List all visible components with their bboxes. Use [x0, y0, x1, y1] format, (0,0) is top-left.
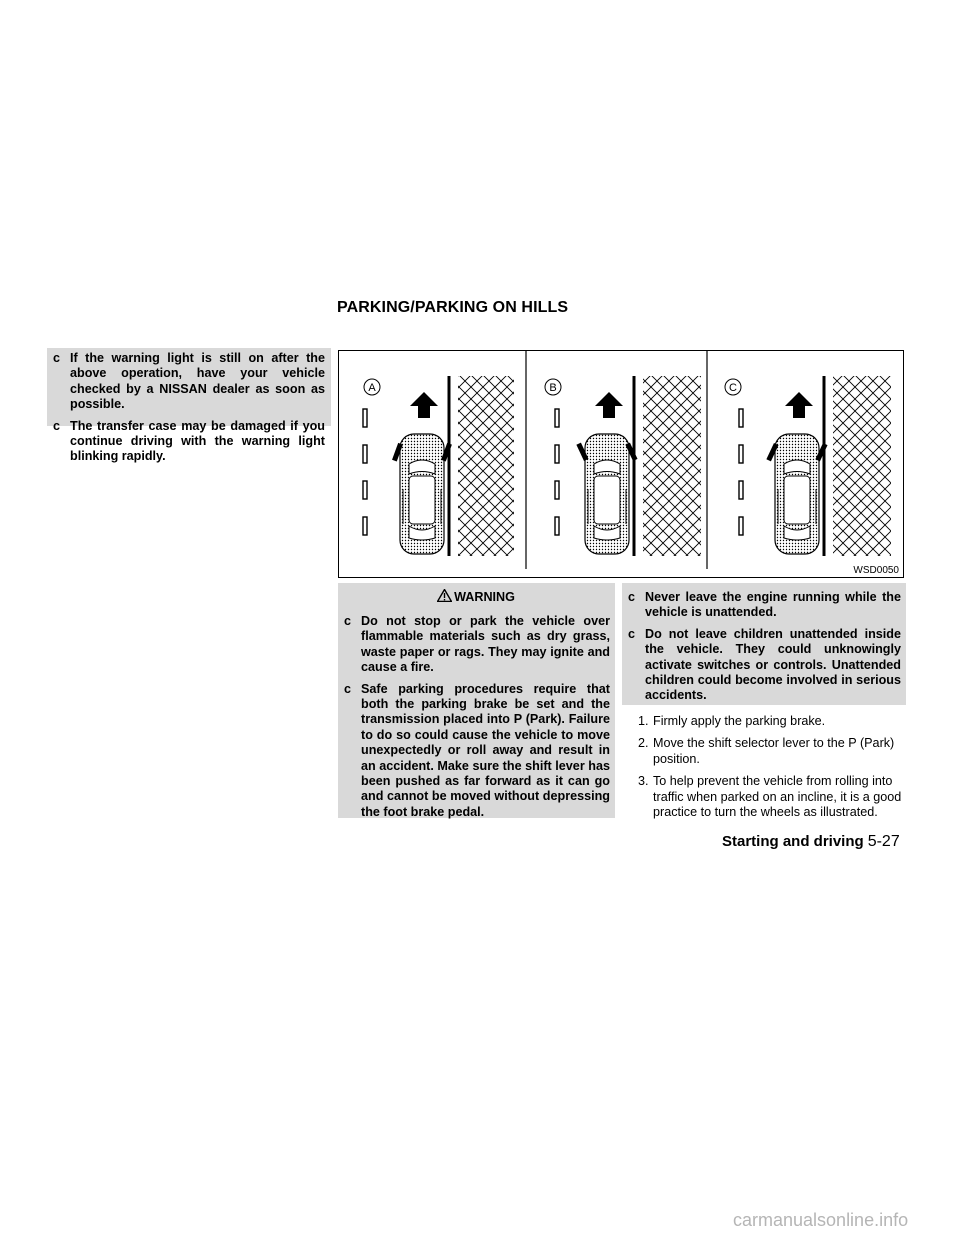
- bullet-mark: c: [628, 626, 636, 641]
- car-icon: [585, 434, 629, 554]
- curb-hatch: [458, 376, 514, 556]
- panel-a: [363, 376, 514, 556]
- step-item: 1. Firmly apply the parking brake.: [638, 714, 826, 728]
- steps-list: [622, 714, 904, 827]
- watermark: carmanualsonline.info: [733, 1210, 909, 1230]
- warning-box-col2: [622, 583, 906, 705]
- bullet-mark: c: [53, 418, 61, 433]
- panel-label-c: C: [729, 382, 737, 394]
- panel-c: [725, 376, 891, 556]
- step-item: 3. To help prevent the vehicle from rolling into traffic when parked on an incline, it is a good practice to turn the wheels as illustrated.: [638, 774, 902, 820]
- parking-figure: [338, 350, 904, 578]
- curb-hatch: [833, 376, 891, 556]
- bullet-mark: c: [344, 681, 352, 696]
- warning-box-col1: [338, 583, 615, 818]
- parking-illustration: [339, 351, 902, 576]
- list-item: c Safe parking procedures require that both the parking brake be set and the transmission placed into P (Park). Failure to do so could cause the vehicle to move unexpectedly or roll away and result in an accident. Make sure the shift lever has been pushed as far forward as it can go and cannot be moved without depressing the foot brake pedal.: [344, 681, 610, 819]
- panel-b: [545, 376, 701, 556]
- forward-arrow-icon: [410, 392, 438, 418]
- car-icon: [400, 434, 444, 554]
- list-item: c Do not stop or park the vehicle over flammable materials such as dry grass, waste paper or rags. They may ignite and cause a fire.: [344, 614, 610, 675]
- car-icon: [775, 434, 819, 554]
- forward-arrow-icon: [785, 392, 813, 418]
- panel-label-b: B: [549, 382, 557, 394]
- page-footer: [722, 833, 900, 851]
- forward-arrow-icon: [595, 392, 623, 418]
- chapter-title: Starting and driving: [722, 833, 864, 850]
- list-item: c Never leave the engine running while the vehicle is unattended.: [628, 590, 901, 620]
- list-item: c Do not leave children unattended inside the vehicle. They could unknowingly activate switches or controls. Unattended children could become involved in serious accidents.: [628, 626, 901, 703]
- bullet-mark: c: [344, 614, 352, 628]
- page-number: 5-27: [867, 833, 900, 850]
- bullet-mark: c: [628, 590, 636, 604]
- step-item: 2. Move the shift selector lever to the P (Park) position.: [638, 736, 895, 766]
- bullet-mark: c: [53, 351, 61, 365]
- list-item: c If the warning light is still on after the above operation, have your vehicle checked by a NISSAN dealer as soon as possible.: [53, 351, 325, 412]
- list-item: c The transfer case may be damaged if you continue driving with the warning light blinking rapidly.: [53, 418, 325, 464]
- panel-label-a: A: [368, 382, 376, 394]
- left-warning-box: [47, 348, 331, 464]
- curb-hatch: [643, 376, 701, 556]
- warning-triangle-icon: [437, 589, 452, 602]
- warning-heading: WARNING: [342, 589, 610, 604]
- section-title: PARKING/PARKING ON HILLS: [337, 299, 569, 316]
- figure-id: WSD0050: [853, 565, 899, 576]
